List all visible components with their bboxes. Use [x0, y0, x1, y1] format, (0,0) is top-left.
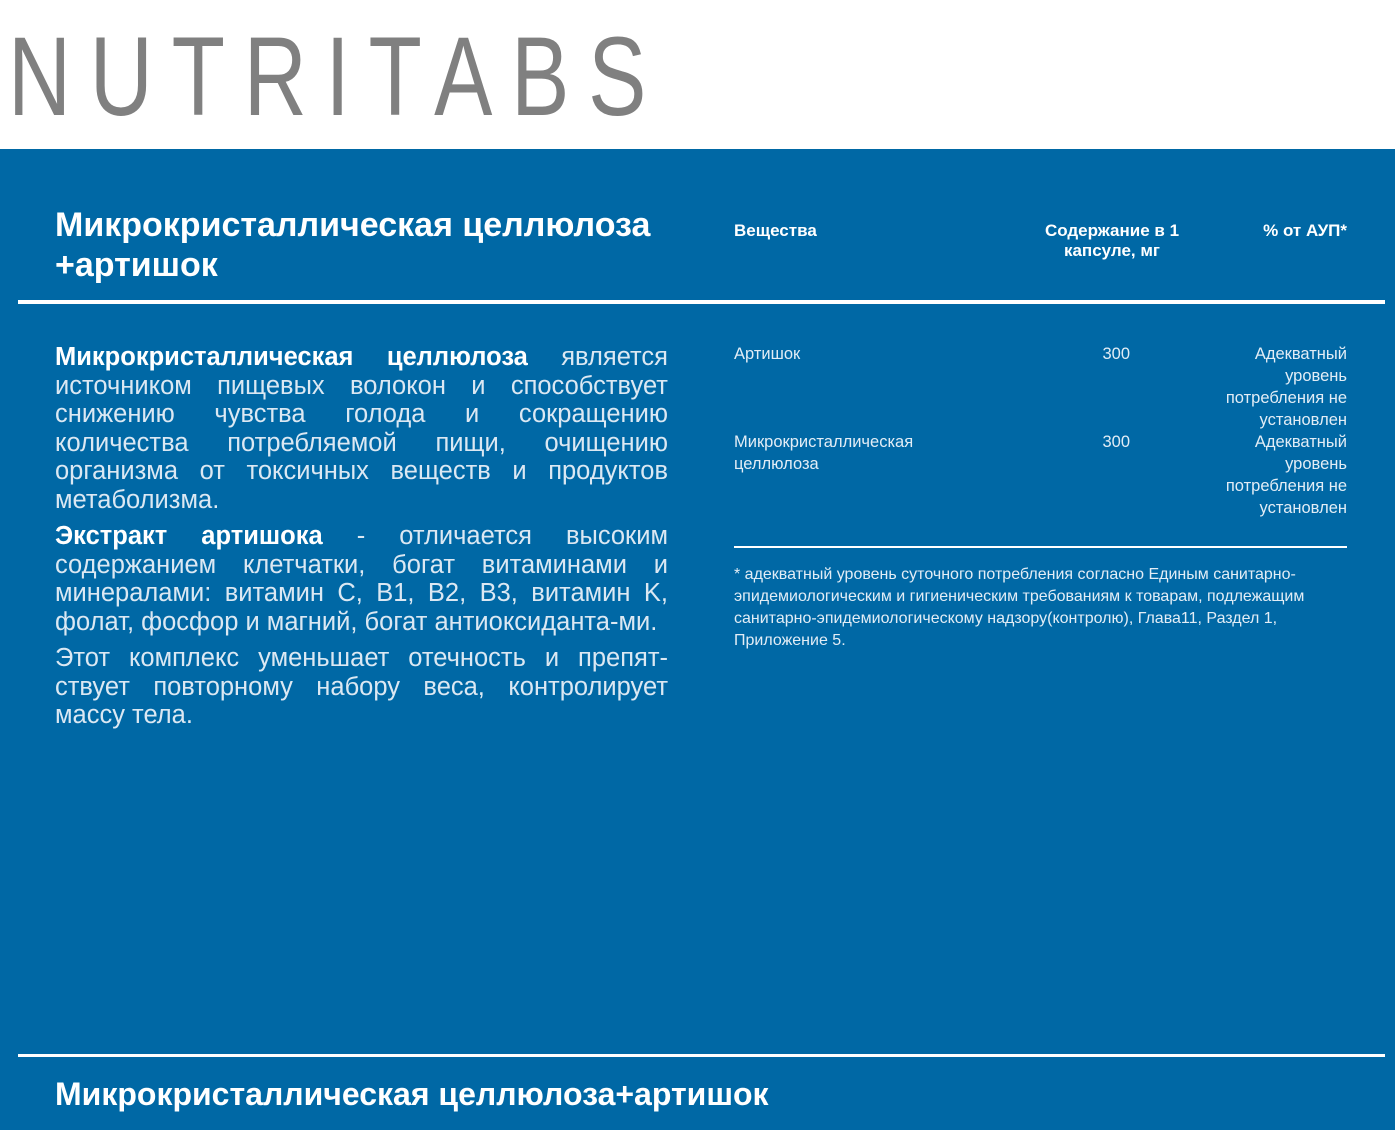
description-paragraph	[55, 343, 668, 514]
divider	[18, 300, 1385, 304]
substance-amount: 300	[1102, 345, 1130, 363]
substance-aup: Адекватный уровень потребления не установлен	[1225, 433, 1347, 517]
footnote: * адекватный уровень суточного потребления согласно Единым санитарно-эпидемиологическим и гигиеническим требованиям к товарам, подлежащим санитарно-эпидемиологическому надзору(контролю), Глава11, Раздел 1, Приложение 5.	[734, 566, 1305, 649]
description-text: - отличается высоким содержанием клетчатки, богат витаминами и минералами: витамин C, B1, B2, B3, витамин K, фолат, фосфор и магний, богат антиоксиданта-ми.	[55, 522, 668, 636]
description-text: Этот комплекс уменьшает отечность и препят-ствует повторному набору веса, контролирует массу тела.	[55, 644, 668, 729]
description-term: Экстракт артишока	[55, 522, 323, 550]
description-paragraph	[55, 522, 668, 636]
substance-name: Артишок	[734, 345, 801, 363]
description-paragraph	[55, 644, 668, 730]
divider	[18, 1054, 1385, 1057]
substance-aup: Адекватный уровень потребления не установлен	[1225, 345, 1347, 429]
column-header-content: Содержание в 1 капсуле, мг	[1044, 221, 1180, 260]
column-header-aup: % от АУП*	[1263, 221, 1347, 240]
brand-logo: NUTRITABS	[8, 14, 666, 139]
product-title: Микрокристаллическая целлюлоза +артишок	[55, 206, 651, 284]
footer-title: Микрокристаллическая целлюлоза+артишок	[55, 1076, 769, 1112]
description	[55, 343, 668, 738]
substance-name: Микрокристаллическая целлюлоза	[734, 433, 914, 473]
column-header-substance: Вещества	[734, 221, 817, 240]
product-panel	[0, 149, 1395, 1130]
table-divider	[734, 546, 1347, 548]
description-term: Микрокристаллическая целлюлоза	[55, 343, 528, 371]
description-text: является источником пищевых волокон и способствует снижению чувства голода и сокращению количества потребляемой пищи, очищению организма от токсичных веществ и продуктов метаболизма.	[55, 343, 668, 514]
substance-amount: 300	[1102, 433, 1130, 451]
